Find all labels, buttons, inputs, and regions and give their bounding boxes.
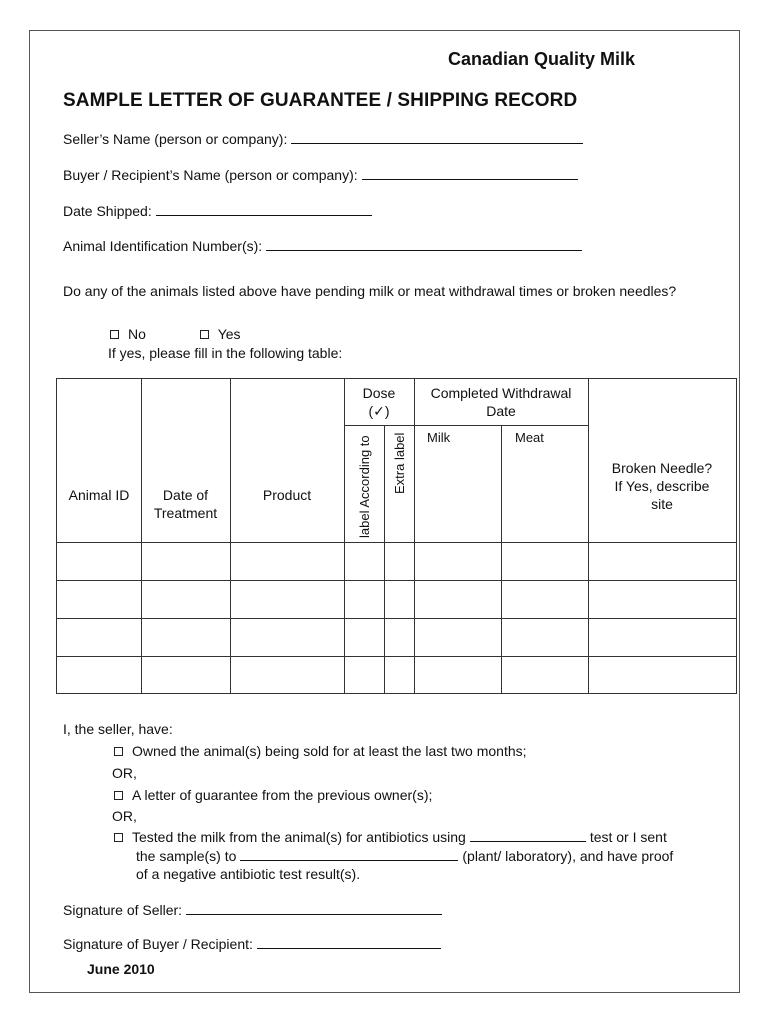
header-broken-needle	[588, 459, 736, 513]
table-row[interactable]	[57, 543, 736, 581]
withdrawal-table	[56, 378, 737, 694]
answer-options	[110, 326, 241, 342]
table-row[interactable]	[57, 657, 736, 695]
seller-name-line[interactable]	[291, 131, 583, 144]
declaration-intro: I, the seller, have:	[63, 721, 173, 737]
tested-label-a: Tested the milk from the animal(s) for antibiotics using	[132, 829, 466, 845]
tested-label-d: (plant/ laboratory), and have proof	[462, 848, 674, 864]
header-broken-1: Broken Needle?	[611, 460, 713, 476]
or-separator: OR,	[112, 765, 137, 781]
animal-id-label: Animal Identification Number(s):	[63, 238, 263, 254]
tested-label-e: of a negative antibiotic test result(s).	[136, 866, 361, 882]
seller-name-label: Seller’s Name (person or company):	[63, 131, 288, 147]
yes-checkbox[interactable]	[200, 330, 209, 339]
letter-checkbox[interactable]	[114, 791, 123, 800]
header-product: Product	[262, 487, 312, 503]
header-dose	[344, 384, 414, 420]
buyer-signature-label: Signature of Buyer / Recipient:	[63, 936, 253, 952]
lab-name-line[interactable]	[240, 848, 458, 861]
tested-label-c: the sample(s) to	[136, 848, 237, 864]
no-label: No	[128, 326, 146, 342]
test-name-line[interactable]	[470, 829, 586, 842]
document-title: SAMPLE LETTER OF GUARANTEE / SHIPPING RECORD	[63, 90, 578, 111]
letter-label: A letter of guarantee from the previous owner(s);	[132, 787, 433, 803]
organization-name: Canadian Quality Milk	[448, 49, 636, 69]
seller-signature-label: Signature of Seller:	[63, 902, 183, 918]
or-separator: OR,	[112, 808, 137, 824]
header-animal-id: Animal ID	[68, 487, 130, 503]
date-shipped-field[interactable]	[63, 203, 372, 219]
header-completed-date: Date	[486, 403, 516, 419]
buyer-signature-field[interactable]	[63, 936, 441, 952]
header-date-of: Date of	[162, 487, 209, 503]
header-date-of-treatment	[141, 486, 230, 522]
yes-label: Yes	[217, 326, 241, 342]
header-dose-check: (✓)	[368, 403, 390, 419]
no-checkbox[interactable]	[110, 330, 119, 339]
animal-id-line[interactable]	[266, 238, 582, 251]
header-completed-label: Completed Withdrawal	[430, 385, 572, 401]
header-meat: Meat	[515, 430, 544, 445]
owned-label: Owned the animal(s) being sold for at least the last two months;	[132, 743, 527, 759]
header-milk: Milk	[427, 430, 451, 445]
seller-signature-line[interactable]	[186, 902, 442, 915]
option-tested-line2	[136, 848, 673, 864]
header-completed-withdrawal	[414, 384, 588, 420]
animal-id-field[interactable]	[63, 238, 582, 254]
table-row[interactable]	[57, 619, 736, 657]
revision-date: June 2010	[87, 961, 155, 977]
date-shipped-label: Date Shipped:	[63, 203, 152, 219]
followup-instruction: If yes, please fill in the following table:	[108, 345, 343, 361]
header-extra-label-wrap	[385, 426, 414, 542]
table-row[interactable]	[57, 581, 736, 619]
date-shipped-line[interactable]	[156, 203, 372, 216]
option-owned[interactable]	[114, 743, 527, 759]
buyer-name-line[interactable]	[362, 167, 578, 180]
tested-label-b: test or I sent	[589, 829, 667, 845]
header-treatment: Treatment	[153, 505, 218, 521]
pending-question: Do any of the animals listed above have pending milk or meat withdrawal times or broken needles?	[63, 283, 677, 299]
seller-name-field[interactable]	[63, 131, 583, 147]
buyer-name-field[interactable]	[63, 167, 578, 183]
header-label-according-wrap	[345, 426, 384, 542]
buyer-name-label: Buyer / Recipient’s Name (person or company):	[63, 167, 358, 183]
owned-checkbox[interactable]	[114, 747, 123, 756]
header-broken-3: site	[651, 496, 673, 512]
tested-checkbox[interactable]	[114, 833, 123, 842]
option-tested[interactable]	[114, 829, 667, 845]
header-extra-label: Extra label	[392, 432, 407, 494]
option-letter[interactable]	[114, 787, 432, 803]
header-dose-label: Dose	[362, 385, 396, 401]
header-broken-2: If Yes, describe	[614, 478, 710, 494]
header-label-according: label According to	[357, 435, 372, 538]
buyer-signature-line[interactable]	[257, 936, 441, 949]
seller-signature-field[interactable]	[63, 902, 442, 918]
